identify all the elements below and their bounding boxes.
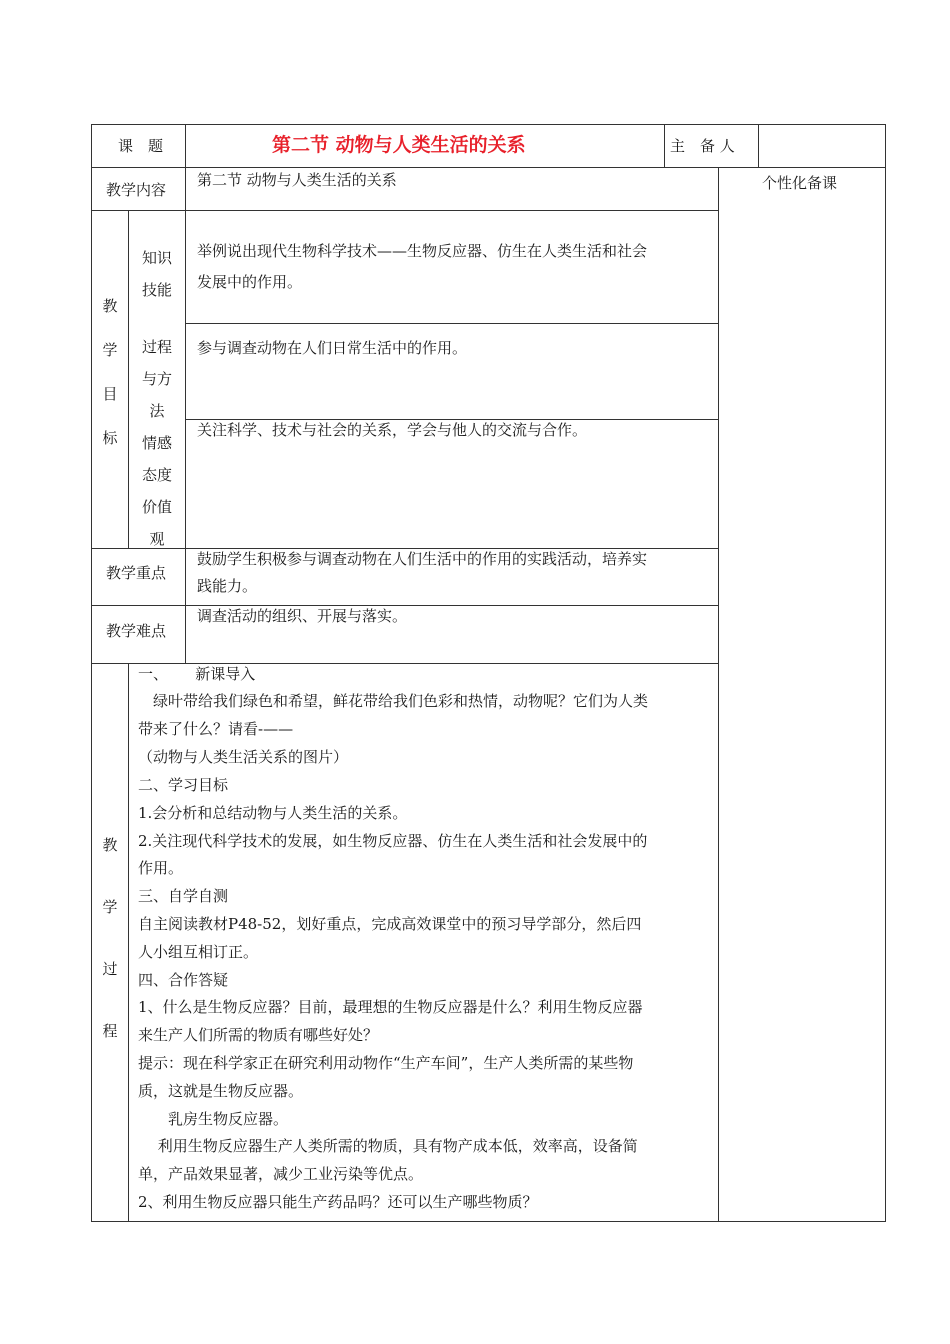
knowledge-text-line: 举例说出现代生物科学技术——生物反应器、仿生在人类生活和社会 — [197, 242, 648, 260]
emotion-label-line: 情感 — [141, 434, 172, 452]
knowledge-label-line: 知识 — [141, 249, 172, 267]
knowledge-label-line: 技能 — [141, 281, 172, 299]
process-line: 带来了什么？请看-—— — [138, 720, 294, 738]
process-line: 自主阅读教材P48-52，划好重点，完成高效课堂中的预习导学部分，然后四 — [138, 915, 642, 933]
process-line: （动物与人类生活关系的图片） — [138, 748, 349, 766]
process-char: 程 — [102, 1022, 118, 1040]
process-line: 二、学习目标 — [138, 776, 229, 794]
process-line: 绿叶带给我们绿色和希望，鲜花带给我们色彩和热情，动物呢？它们为人类 — [138, 692, 649, 710]
objectives-char: 学 — [102, 341, 118, 359]
process-line: 提示：现在科学家正在研究利用动物作“生产车间”，生产人类所需的某些物 — [138, 1054, 634, 1072]
page-title: 第二节 动物与人类生活的关系 — [272, 134, 526, 156]
process-method-text: 参与调查动物在人们日常生活中的作用。 — [197, 339, 468, 357]
key-point-label: 教学重点 — [106, 564, 167, 582]
process-label-line: 法 — [149, 402, 165, 420]
topic-label: 课 题 — [118, 137, 164, 155]
process-char: 学 — [102, 898, 118, 916]
objectives-char: 教 — [102, 297, 118, 315]
emotion-label-line: 态度 — [141, 466, 172, 484]
knowledge-text-line: 发展中的作用。 — [197, 273, 303, 291]
content-value: 第二节 动物与人类生活的关系 — [197, 171, 397, 189]
objectives-char: 标 — [102, 429, 118, 447]
process-line: 人小组互相订正。 — [138, 943, 259, 961]
process-line: 一、 新课导入 — [138, 665, 256, 683]
process-line: 2.关注现代科学技术的发展，如生物反应器、仿生在人类生活和社会发展中的 — [138, 832, 648, 850]
process-label-line: 过程 — [141, 338, 172, 356]
key-point-line: 鼓励学生积极参与调查动物在人们生活中的作用的实践活动，培养实 — [197, 550, 648, 568]
difficulty-text: 调查活动的组织、开展与落实。 — [197, 607, 408, 625]
emotion-label-line: 观 — [149, 530, 165, 548]
objectives-char: 目 — [102, 385, 118, 403]
process-line: 1、什么是生物反应器？目前，最理想的生物反应器是什么？利用生物反应器 — [138, 998, 643, 1016]
content-label: 教学内容 — [106, 181, 167, 199]
emotion-label-line: 价值 — [141, 498, 172, 516]
process-line: 1.会分析和总结动物与人类生活的关系。 — [138, 804, 408, 822]
process-line: 作用。 — [138, 859, 184, 877]
process-line: 利用生物反应器生产人类所需的物质，具有物产成本低，效率高，设备简 — [138, 1137, 638, 1155]
process-line: 2、利用生物反应器只能生产药品吗？还可以生产哪些物质？ — [138, 1193, 538, 1211]
process-line: 来生产人们所需的物质有哪些好处？ — [138, 1026, 379, 1044]
emotion-text: 关注科学、技术与社会的关系，学会与他人的交流与合作。 — [197, 421, 588, 439]
key-point-line: 践能力。 — [197, 577, 258, 595]
process-char: 过 — [102, 960, 118, 978]
process-line: 四、合作答疑 — [138, 971, 229, 989]
difficulty-label: 教学难点 — [106, 622, 167, 640]
process-line: 质，这就是生物反应器。 — [138, 1082, 304, 1100]
process-line: 单，产品效果显著，减少工业污染等优点。 — [138, 1165, 424, 1183]
personal-prep-label: 个性化备课 — [762, 174, 838, 192]
process-line: 三、自学自测 — [138, 887, 229, 905]
process-label-line: 与方 — [141, 370, 172, 388]
process-char: 教 — [102, 836, 118, 854]
preparer-label: 主 备 人 — [670, 137, 735, 155]
process-line: 乳房生物反应器。 — [138, 1110, 289, 1128]
